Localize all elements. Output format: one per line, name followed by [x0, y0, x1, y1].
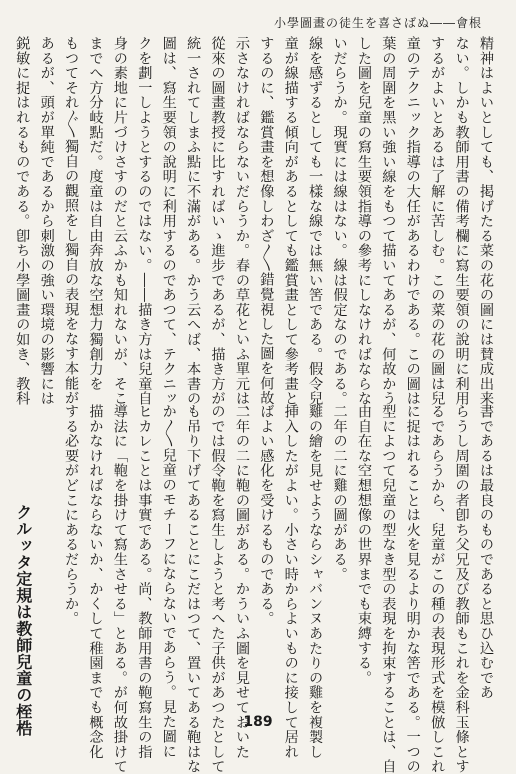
text-line: のでは假令鞄を寫生しようと考へた子供があつたとして	[205, 404, 229, 716]
text-line: 挿入したがよい。小さい時からよいものに接して居れ	[278, 404, 302, 716]
column-gap	[35, 404, 59, 716]
text-line: か〳〵兒童のモチーフにならないであらう。見た圖に	[156, 404, 180, 716]
text-line: るであらうから、兒童がこの種の表現形式を模倣しこれ	[425, 404, 449, 716]
text-line: するがよいとあるは了解に苦しむ。この菜の花の圖は兒	[425, 36, 449, 392]
text-line: 童のテクニック指導の大任があるわけである。この圖は	[400, 36, 424, 392]
text-line: 二年の二に鞄の圖がある。かういふ圖を見せておいた	[230, 404, 254, 716]
text-line: 示さなければならないだらうか。春の草花といふ單元は、	[230, 36, 254, 392]
text-line: いだらうか。現實には線はない。線は假定なのである。	[327, 36, 351, 392]
text-line: に捉はれることは火を見るより明かな筈である。一つの	[400, 404, 424, 716]
running-head: 根會――ぬばさ喜を生徒の畫圖學小	[274, 14, 482, 31]
text-line: クを劃一しようとするのではない。――描き方は兒童自	[132, 36, 156, 392]
text-line: 鋭敏に捉はれるものである。卽ち小學圖畫の如き、教科	[10, 36, 34, 392]
text-line: も吊り下げてあることにこだはつて、置いてある鞄はな	[181, 404, 205, 716]
text-line: 童が線描する傾向があるとしても鑑賞畫として參考畫と	[278, 36, 302, 392]
text-line: 二年の二に雞の圖がある。	[327, 404, 351, 716]
text-line: した圖を兒童の寫生要領指導の參考にしなければならな	[352, 36, 376, 392]
text-line: するのに、鑑賞畫を想像しわざ〳〵錯覺視した圖を何故	[254, 36, 278, 392]
text-line: 圖は、寫生要領の說明に利用するのであつて、テクニッ	[156, 36, 180, 392]
text-line: 書であるは最良のものであると思ひ込むであ	[474, 404, 498, 716]
text-line: 身の素地に片づけさすのだと云ふかも知れないが、そこ	[108, 36, 132, 392]
text-line: 型によつて兒童の型なき型の表現を拘束することは、自	[376, 404, 400, 716]
section-heading: クルッタ定規は教師兒童の桎梏	[10, 404, 34, 716]
text-line: 線を感ずるとしても一樣な線では無い筈である。假令兒	[303, 36, 327, 392]
page-number: 189	[0, 714, 516, 730]
text-line: 從來の圖畫教授に比すればいゝ進步であるが、描き方が	[205, 36, 229, 392]
text-line: ばよい感化を受けるものである。	[254, 404, 278, 716]
text-line: する必要がどこにあるだらうか。	[59, 404, 83, 716]
bottom-column-text	[0, 404, 498, 716]
text-line: 統一されてしまふ點に不滿がある。かう云へば、本書の	[181, 36, 205, 392]
text-line: ヒカレことは事實である。尚、教師用書の鞄寫生の指	[132, 404, 156, 716]
top-column-text	[10, 36, 498, 392]
text-line: もつてそれ〴〵獨自の觀照をし獨自の表現をなす本能が	[59, 36, 83, 392]
text-line: らうし周圍の者卽ち父兄及び教師もこれを金科玉條とす	[449, 404, 473, 716]
text-line: までへ方分岐點だ。度童は自由奔放な空想力獨創力を	[83, 36, 107, 392]
text-line: あるが、頭が單純であるから刺激の強い環境の影響には	[34, 36, 58, 392]
text-line: 精神はよいとしても、掲げたる菜の花の圖には賛成出来	[474, 36, 498, 392]
text-line: 葉の周圍を黑い強い線をもつて描いてあるが、何故かう	[376, 36, 400, 392]
text-line: 由自在な空想想像の世界までも束縛する。	[352, 404, 376, 716]
text-line: ない。しかも教師用書の備考欄に寫生要領の說明に利用	[449, 36, 473, 392]
column-gap	[0, 404, 10, 716]
text-line: 描かなければならないか、かくして稚園までも概念化	[83, 404, 107, 716]
text-line: 雞の繪を見せようならシャバンヌあたりの雞を複製し	[303, 404, 327, 716]
text-line: 導法に「鞄を掛けて寫生させる」とある。が何故掛けて	[108, 404, 132, 716]
